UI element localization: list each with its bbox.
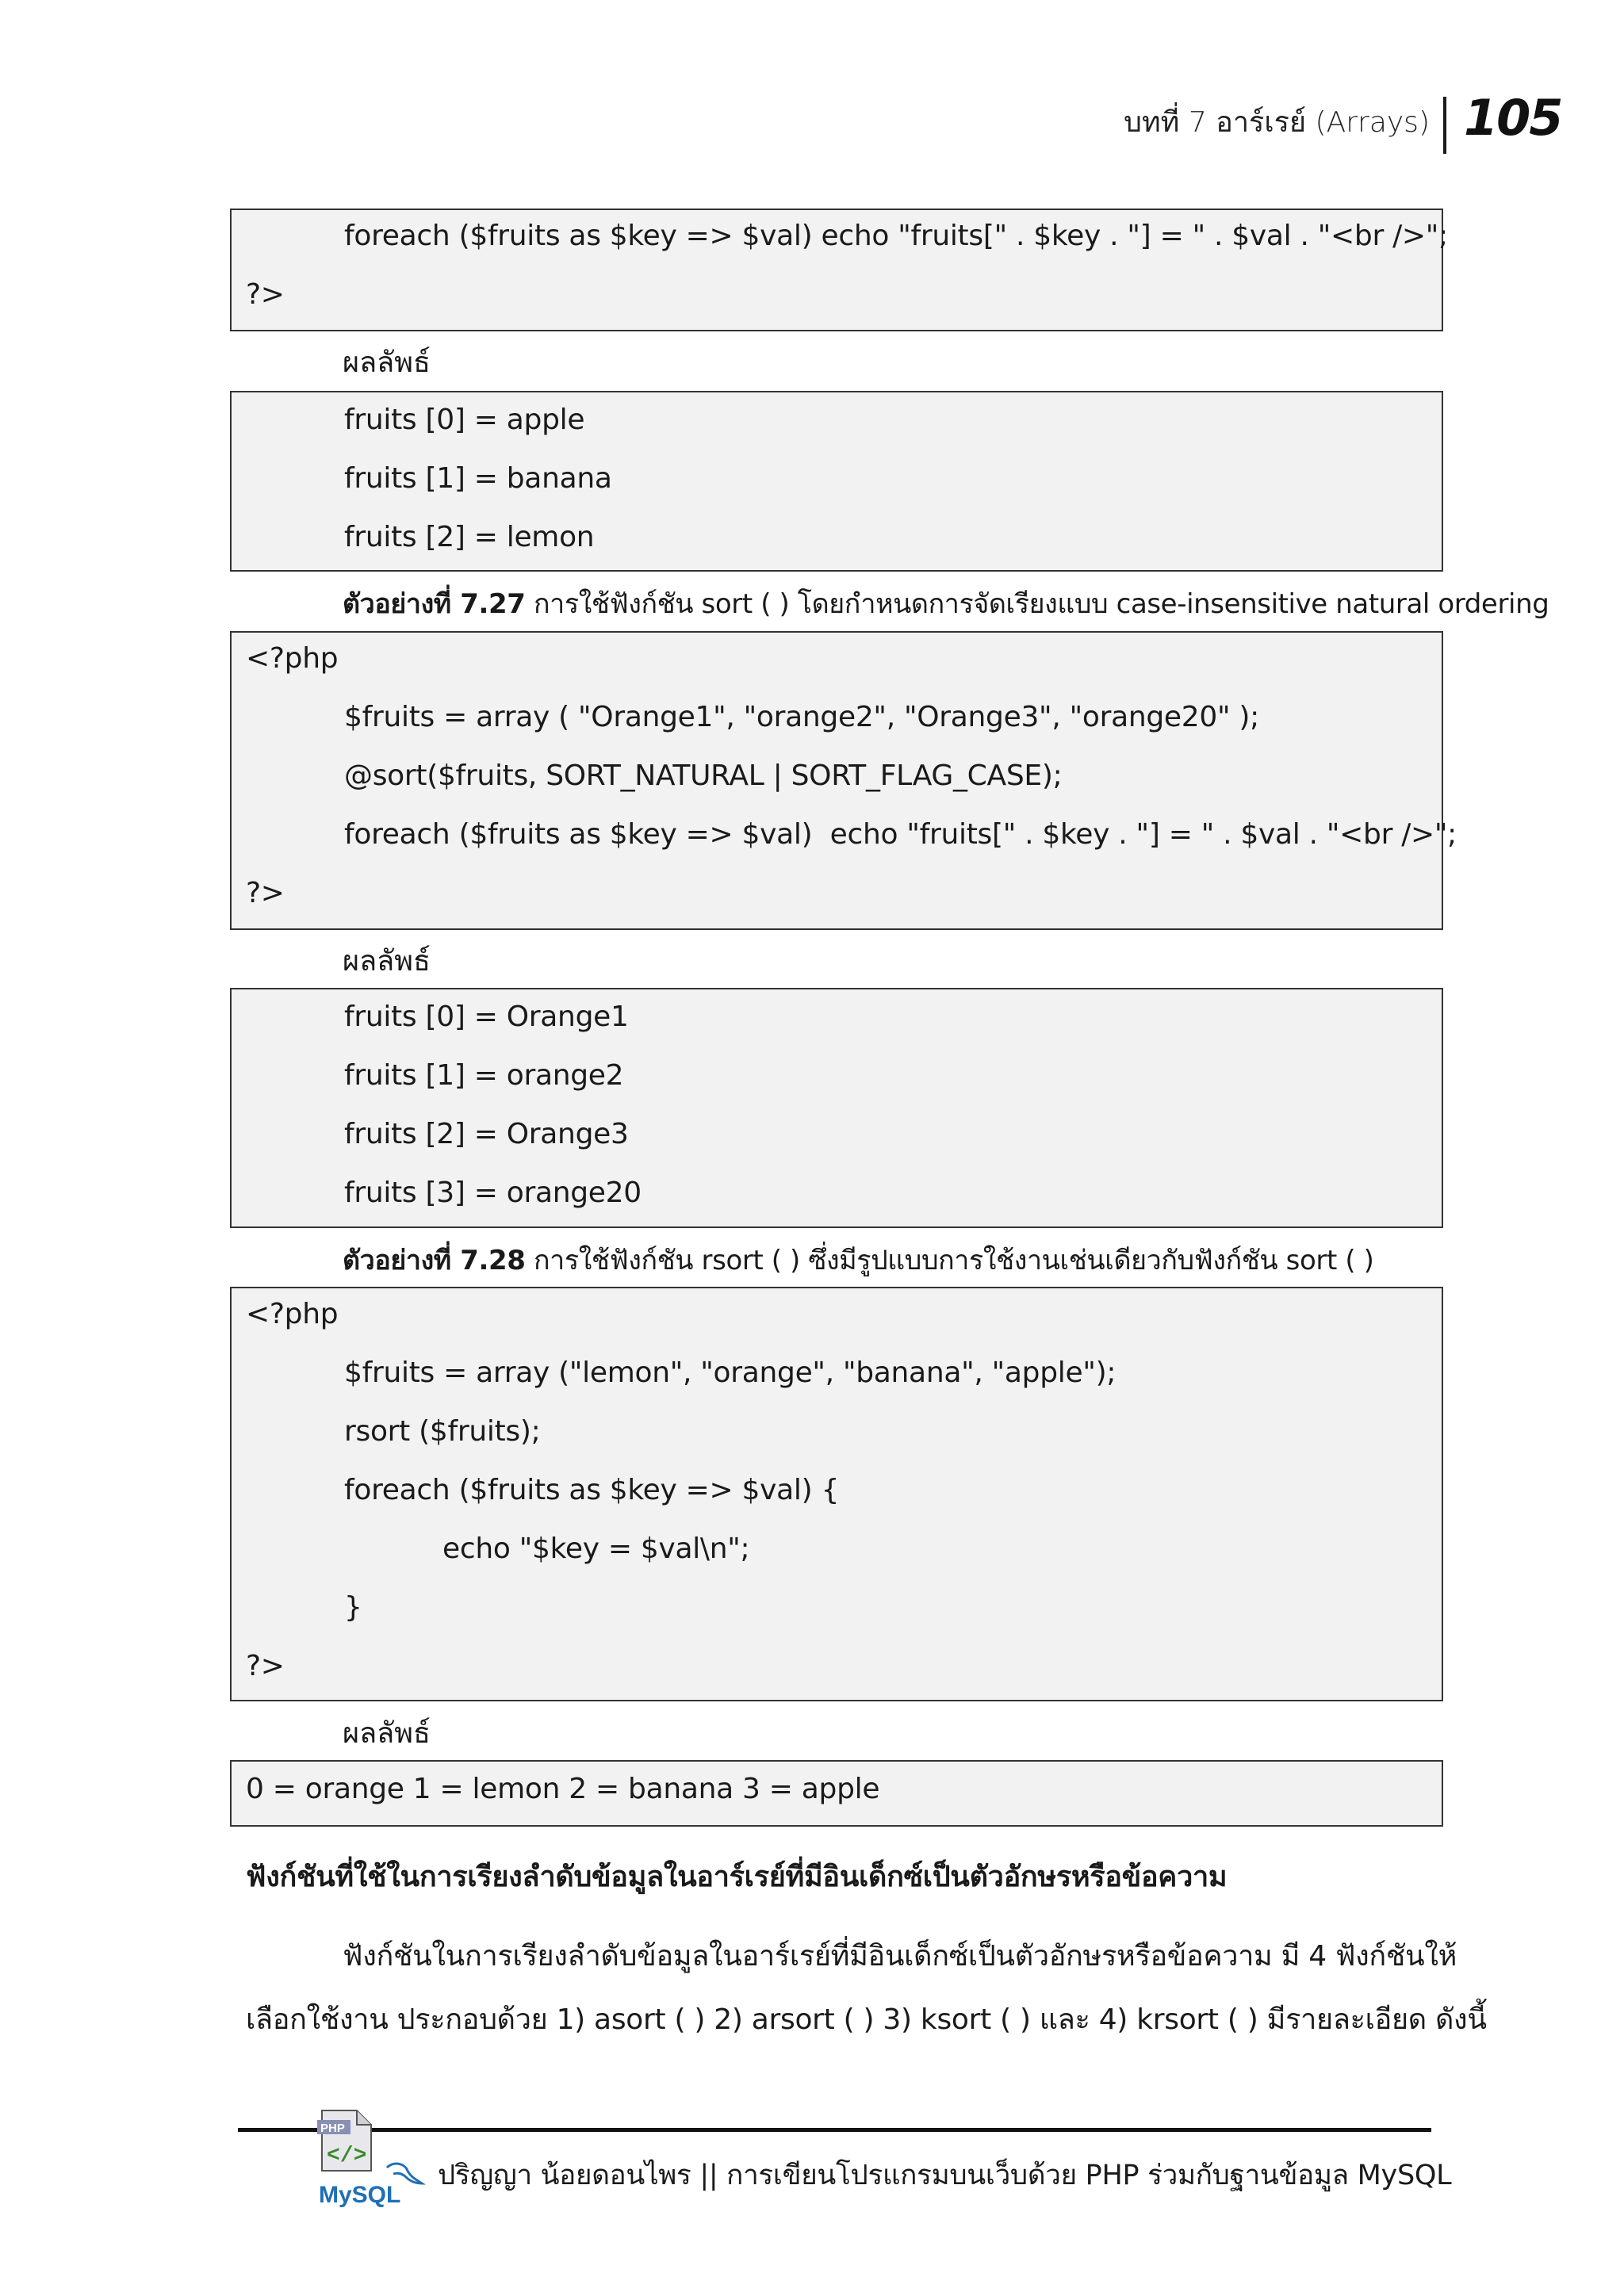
output-line: fruits [0] = apple (344, 404, 585, 436)
output-line: fruits [2] = lemon (344, 521, 595, 553)
output-box-7-27 (230, 988, 1443, 1228)
code-box-foreach (230, 209, 1448, 331)
output-line: fruits [1] = orange2 (344, 1059, 624, 1092)
code-line: ?> (246, 278, 285, 311)
code-line: $fruits = array ( "Orange1", "orange2", "Orange3", "orange20" ); (344, 701, 1259, 733)
code-line: ?> (246, 1650, 285, 1682)
example-number: ตัวอย่างที่ 7.27 (343, 588, 526, 620)
output-line: 0 = orange 1 = lemon 2 = banana 3 = apple (246, 1773, 880, 1805)
code-line: foreach ($fruits as $key => $val) { (344, 1474, 840, 1506)
code-box-7-27 (230, 631, 1457, 930)
output-line: fruits [1] = banana (344, 462, 612, 495)
section-heading: ฟังก์ชันที่ใช้ในการเรียงลำดับข้อมูลในอาร์เรย์ที่มีอินเด็กซ์เป็นตัวอักษรหรือข้อความ (246, 1861, 1228, 1893)
example-description: การใช้ฟังก์ชัน sort ( ) โดยกำหนดการจัดเรียงแบบ case-insensitive natural ordering (525, 588, 1549, 620)
code-line: foreach ($fruits as $key => $val) echo "fruits[" . $key . "] = " . $val . "<br />"; (344, 818, 1457, 851)
paragraph-line: เลือกใช้งาน ประกอบด้วย 1) asort ( ) 2) arsort ( ) 3) ksort ( ) และ 4) krsort ( ) มีรายละเอียด ดังนี้ (246, 2003, 1487, 2036)
example-caption-7-27 (343, 582, 1549, 625)
output-line: fruits [3] = orange20 (344, 1177, 642, 1209)
code-line: @sort($fruits, SORT_NATURAL | SORT_FLAG_CASE); (344, 760, 1063, 792)
example-caption-7-28 (343, 1238, 1373, 1281)
code-icon: </> (327, 2144, 367, 2168)
code-line: } (344, 1591, 362, 1624)
example-number: ตัวอย่างที่ 7.28 (343, 1245, 526, 1276)
page-number: 105 (1464, 89, 1562, 147)
code-line: echo "$key = $val\n"; (442, 1533, 750, 1565)
output-box-7-28 (230, 1760, 1443, 1827)
logo-file-label: PHP (320, 2122, 345, 2135)
code-line: rsort ($fruits); (344, 1415, 541, 1448)
dolphin-icon (387, 2164, 422, 2183)
code-box-7-28 (230, 1287, 1443, 1701)
result-label: ผลลัพธ์ (343, 1717, 431, 1750)
result-label: ผลลัพธ์ (343, 945, 431, 978)
result-label: ผลลัพธ์ (343, 346, 431, 379)
php-mysql-logo-graphic (316, 2109, 427, 2214)
code-line: <?php (246, 1298, 339, 1330)
code-line: ?> (246, 877, 285, 909)
footer-text: ปริญญา น้อยดอนไพร || การเขียนโปรแกรมบนเว็บด้วย PHP ร่วมกับฐานข้อมูล MySQL (438, 2160, 1452, 2191)
example-description: การใช้ฟังก์ชัน rsort ( ) ซึ่งมีรูปแบบการใช้งานเช่นเดียวกับฟังก์ชัน sort ( ) (525, 1245, 1374, 1276)
code-line: foreach ($fruits as $key => $val) echo "fruits[" . $key . "] = " . $val . "<br />"; (344, 220, 1448, 252)
code-line: <?php (246, 642, 339, 675)
output-box-sort (230, 391, 1443, 572)
mysql-logo-text: MySQL (319, 2182, 401, 2208)
code-line: $fruits = array ("lemon", "orange", "banana", "apple"); (344, 1357, 1116, 1389)
php-mysql-logo (316, 2109, 427, 2214)
output-line: fruits [0] = Orange1 (344, 1001, 629, 1033)
output-line: fruits [2] = Orange3 (344, 1118, 629, 1150)
paragraph-line: ฟังก์ชันในการเรียงลำดับข้อมูลในอาร์เรย์ที่มีอินเด็กซ์เป็นตัวอักษรหรือข้อความ มี 4 ฟังก์ชันให้ (343, 1940, 1457, 1973)
header-divider (1443, 97, 1446, 154)
chapter-title: บทที่ 7 อาร์เรย์ (Arrays) (1124, 106, 1430, 139)
